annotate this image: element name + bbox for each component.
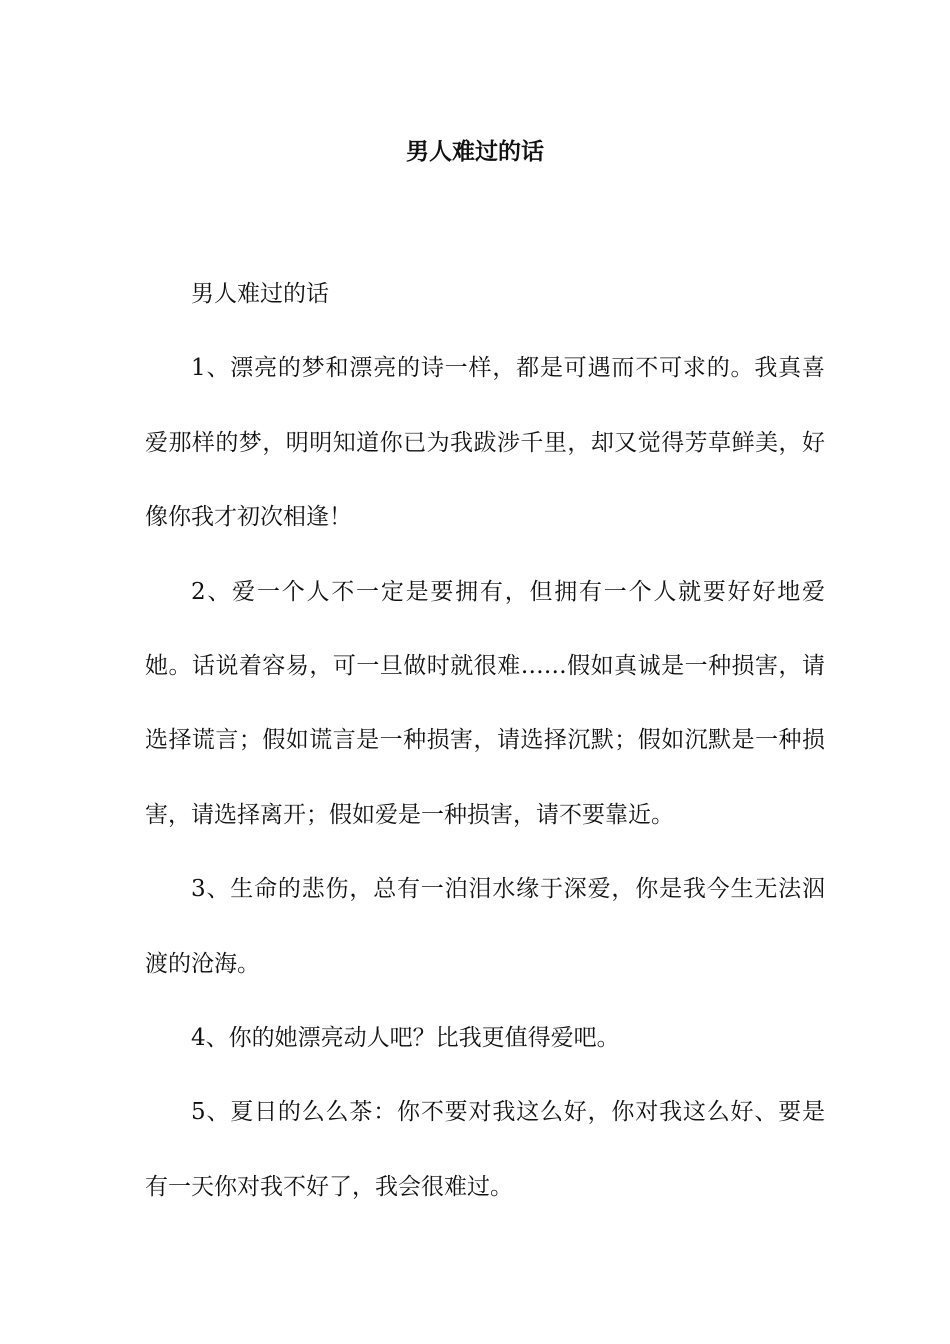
- paragraph-item-5: 5、夏日的么么茶：你不要对我这么好，你对我这么好、要是有一天你对我不好了，我会很难过。: [145, 1099, 825, 1200]
- paragraph-item-3: 3、生命的悲伤，总有一泊泪水缘于深爱，你是我今生无法泅渡的沧海。: [145, 876, 825, 977]
- document-title: 男人难过的话: [406, 138, 544, 165]
- paragraph-item-1: 1、漂亮的梦和漂亮的诗一样，都是可遇而不可求的。我真喜爱那样的梦，明明知道你已为我跋涉千里，却又觉得芳草鲜美，好像你我才初次相逢！: [145, 355, 825, 531]
- paragraph-heading: 男人难过的话: [191, 281, 329, 307]
- paragraph-item-2: 2、爱一个人不一定是要拥有，但拥有一个人就要好好地爱她。话说着容易，可一旦做时就很难……假如真诚是一种损害，请选择谎言；假如谎言是一种损害，请选择沉默；假如沉默是一种损害，请选择离开；假如爱是一种损害，请不要靠近。: [145, 578, 825, 828]
- document-body: [145, 257, 825, 1224]
- paragraph-item-4: 4、你的她漂亮动人吧？比我更值得爱吧。: [191, 1025, 620, 1052]
